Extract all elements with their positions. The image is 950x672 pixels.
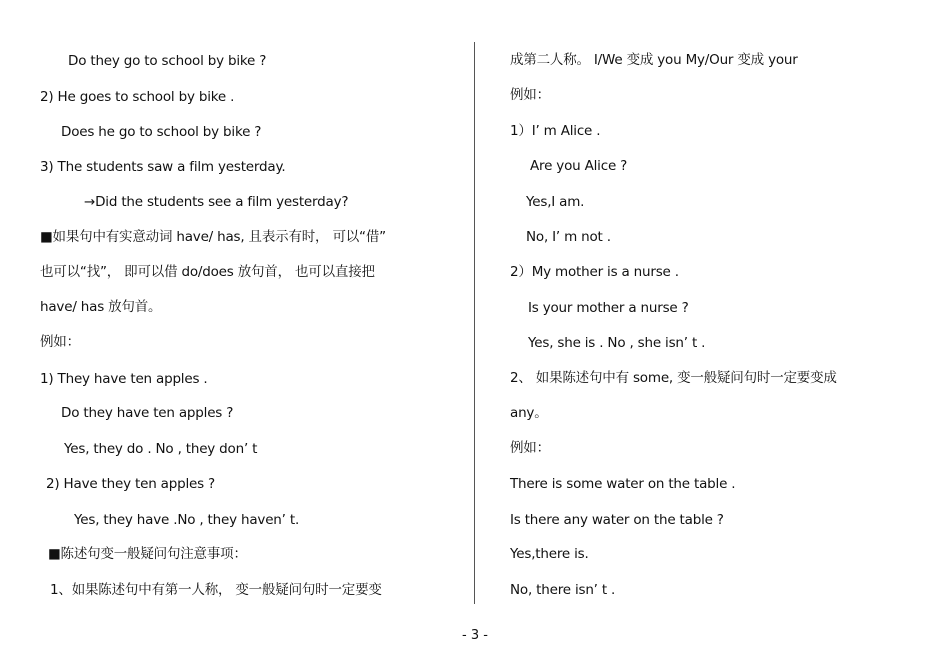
text-line: Does he go to school by bike ? <box>61 124 262 140</box>
text-line: 也可以“找”， 即可以借 do/does 放句首， 也可以直接把 <box>40 264 375 280</box>
text-line: Is your mother a nurse ? <box>528 300 689 316</box>
text-line: 1、如果陈述句中有第一人称， 变一般疑问句时一定要变 <box>50 582 382 598</box>
text-line: Yes,there is. <box>510 546 589 562</box>
text-line: any。 <box>510 405 548 421</box>
text-line: ■陈述句变一般疑问句注意事项： <box>48 546 247 562</box>
text-line: 例如： <box>510 440 550 456</box>
text-line: 1）I’ m Alice . <box>510 123 601 139</box>
text-line: There is some water on the table . <box>510 476 736 492</box>
text-line: 1) They have ten apples . <box>40 371 208 387</box>
text-line: 2) He goes to school by bike . <box>40 89 235 105</box>
text-line: No, I’ m not . <box>526 229 611 245</box>
text-line: 2）My mother is a nurse . <box>510 264 679 280</box>
text-line: ■如果句中有实意动词 have/ has, 且表示有时， 可以“借” <box>40 229 386 245</box>
text-line: Yes,I am. <box>526 194 585 210</box>
text-line: 例如： <box>510 87 550 103</box>
text-line: Is there any water on the table ? <box>510 512 724 528</box>
text-line: Yes, she is . No , she isn’ t . <box>528 335 706 351</box>
text-line: 2、 如果陈述句中有 some, 变一般疑问句时一定要变成 <box>510 370 837 386</box>
text-line: Do they go to school by bike ? <box>68 53 267 69</box>
text-line: 例如： <box>40 334 80 350</box>
text-line: →Did the students see a film yesterday? <box>84 194 349 210</box>
column-divider <box>474 42 475 604</box>
text-line: Do they have ten apples ? <box>61 405 234 421</box>
text-line: Are you Alice ? <box>530 158 628 174</box>
text-line: 成第二人称。 I/We 变成 you My/Our 变成 your <box>510 52 798 68</box>
text-line: Yes, they do . No , they don’ t <box>64 441 258 457</box>
text-line: have/ has 放句首。 <box>40 299 162 315</box>
text-line: Yes, they have .No , they haven’ t. <box>74 512 300 528</box>
text-line: 3) The students saw a film yesterday. <box>40 159 286 175</box>
text-line: No, there isn’ t . <box>510 582 616 598</box>
page-number: - 3 - <box>462 628 488 643</box>
text-line: 2) Have they ten apples ? <box>46 476 215 492</box>
